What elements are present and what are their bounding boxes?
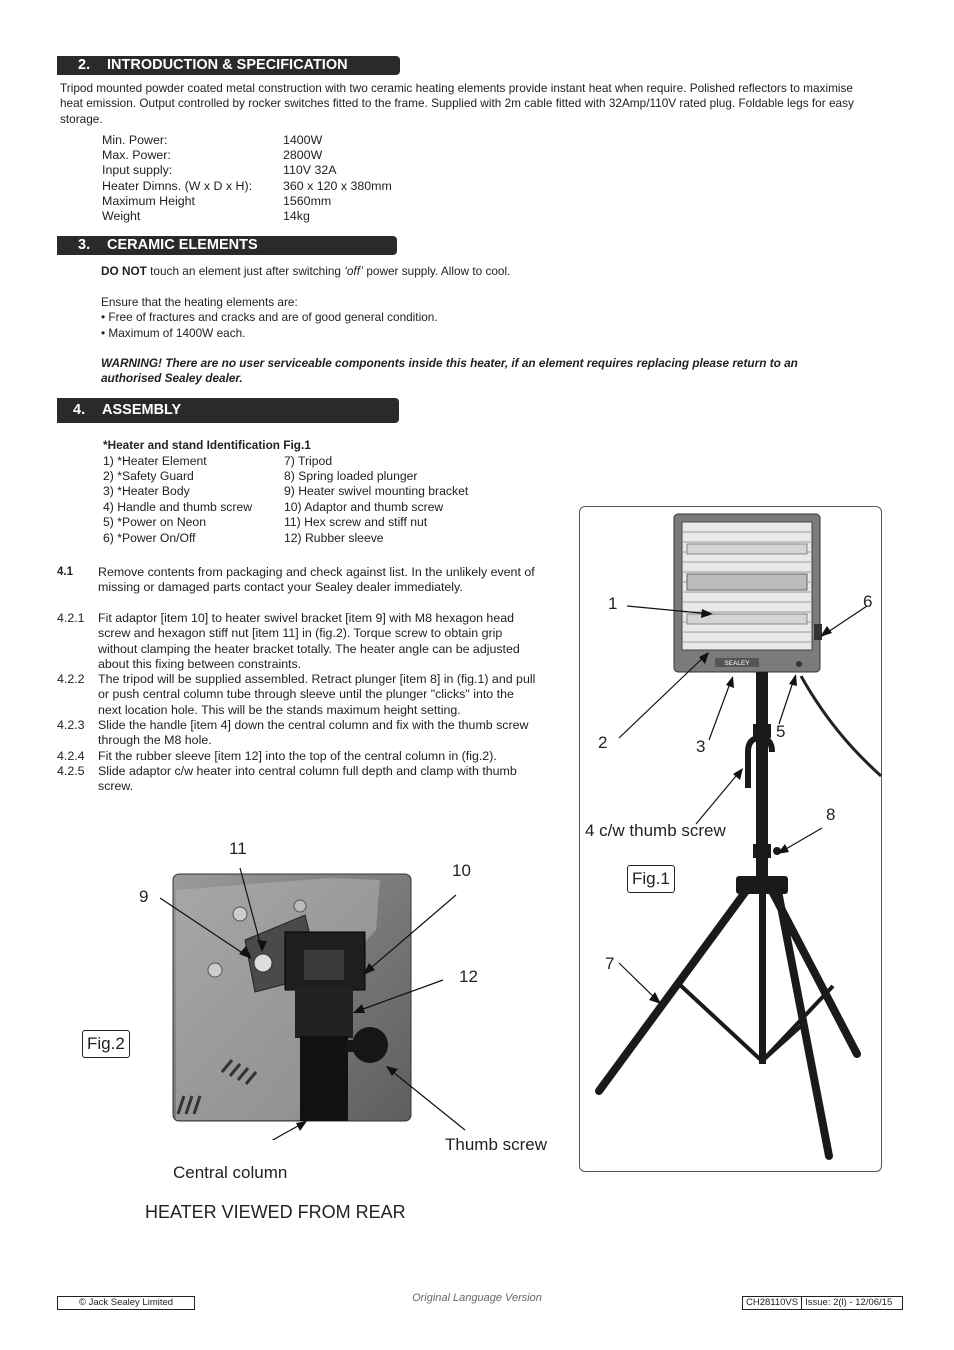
donot-text: power supply. Allow to cool. (363, 264, 511, 278)
ident-left: 5) *Power on Neon (103, 515, 206, 529)
ident-left: 3) *Heater Body (103, 484, 190, 498)
section-header-intro (57, 56, 400, 75)
warning-line: WARNING! There are no user serviceable components inside this heater, if an element requires replacing please return to an (101, 356, 798, 370)
intro-line: heat emission. Output controlled by rocker switches fitted to the frame. Supplied with 2m cable fitted with 32Amp/110V rated plug. Foldable legs for easy (60, 96, 854, 111)
ceramic-donot (101, 264, 510, 279)
footer-center: Original Language Version (412, 1292, 542, 1304)
step-line: about this fixing between constraints. (98, 657, 302, 672)
spec-row (102, 133, 323, 148)
section-title: CERAMIC ELEMENTS (107, 237, 258, 253)
fig1-callout-5: 5 (776, 722, 786, 741)
fig2-callout-10: 10 (452, 861, 471, 880)
bolt (233, 907, 247, 921)
ident-left: 1) *Heater Element (103, 454, 207, 468)
step-number: 4.2.4 (57, 749, 85, 763)
plunger-collar (753, 844, 771, 858)
step-line: The tripod will be supplied assembled. Retract plunger [item 8] in (fig.1) and pull (98, 672, 536, 686)
section-number: 4. (73, 402, 86, 418)
spec-value: 1560mm (283, 194, 332, 208)
section-title: ASSEMBLY (102, 402, 182, 418)
spec-value: 1400W (283, 133, 323, 147)
adaptor-socket (304, 950, 344, 980)
fig1-callout-7: 7 (605, 954, 615, 973)
ident-row (103, 531, 384, 545)
section-header-ceramic (57, 236, 397, 255)
rubber-sleeve (295, 988, 353, 1038)
power-neon (796, 661, 802, 667)
ensure-item: • Maximum of 1400W each. (101, 325, 246, 340)
power-cable (801, 676, 881, 776)
ident-right: 8) Spring loaded plunger (284, 469, 418, 483)
step-number: 4.2.3 (57, 718, 85, 732)
spec-label: Input supply: (102, 163, 173, 177)
ident-left: 4) Handle and thumb screw (103, 500, 253, 514)
ident-right: 10) Adaptor and thumb screw (284, 500, 444, 514)
spec-label: Max. Power: (102, 148, 171, 162)
assembly-step (57, 672, 567, 718)
spec-label: Heater Dimns. (W x D x H): (102, 179, 253, 193)
fig2-callout-central: Central column (173, 1163, 288, 1182)
ceramic-warning (101, 356, 798, 387)
fig1-callout-3: 3 (696, 737, 706, 756)
column-lower (759, 894, 766, 1064)
step-line: Fit adaptor [item 10] to heater swivel bracket [item 9] with M8 hexagon head (98, 611, 514, 625)
ident-row (103, 500, 444, 514)
spec-row (102, 163, 337, 178)
ident-left: 6) *Power On/Off (103, 531, 196, 545)
spec-value: 2800W (283, 148, 323, 162)
step-number: 4.1 (57, 566, 73, 578)
step-line: or push central column tube through sleeve until the plunger "clicks" into the (98, 687, 514, 702)
bolt (294, 900, 306, 912)
ident-row (103, 484, 469, 498)
heater-element-bar (687, 574, 807, 590)
assembly-step (57, 764, 567, 795)
fig2-drawing (0, 820, 580, 1140)
spec-label: Weight (102, 209, 141, 223)
footer-code-box (742, 1296, 903, 1310)
step-line: next location hole. This will be the stands maximum height setting. (98, 702, 461, 717)
ensure-item: • Free of fractures and cracks and are of good general condition. (101, 310, 438, 325)
spec-value: 360 x 120 x 380mm (283, 179, 392, 193)
spec-row (102, 148, 323, 163)
step-line: Slide adaptor c/w heater into central column full depth and clamp with thumb (98, 764, 517, 778)
section-number: 2. (78, 57, 91, 73)
spec-label: Maximum Height (102, 194, 195, 208)
step-line: through the M8 hole. (98, 733, 212, 748)
fig1-callout-8: 8 (826, 805, 836, 824)
intro-line: storage. (60, 111, 103, 126)
spec-label: Min. Power: (102, 133, 168, 147)
footer-code: CH28110VS (743, 1297, 802, 1309)
step-line: screw. (98, 779, 134, 794)
fig1-callout-2: 2 (598, 733, 608, 752)
bolt (208, 963, 222, 977)
ident-right: 9) Heater swivel mounting bracket (284, 484, 469, 498)
central-column (300, 1036, 348, 1121)
spec-row (102, 209, 310, 224)
ident-title: *Heater and stand Identification Fig.1 (103, 438, 311, 452)
step-line: Slide the handle [item 4] down the central column and fix with the thumb screw (98, 718, 529, 732)
intro-description (60, 81, 900, 127)
fig2-callout-12: 12 (459, 967, 478, 986)
step-line: Remove contents from packaging and check against list. In the unlikely event of (98, 565, 535, 579)
assembly-step (57, 718, 567, 749)
assembly-step (57, 611, 567, 673)
footer-copyright: © Jack Sealey Limited (57, 1296, 195, 1310)
ident-row (103, 515, 428, 529)
fig1-label: Fig.1 (627, 865, 675, 893)
spec-row (102, 194, 332, 209)
fig2-callout-11: 11 (229, 839, 247, 858)
donot-text: touch an element just after switching (146, 264, 345, 278)
ident-right: 11) Hex screw and stiff nut (284, 515, 428, 529)
fig1-callout-1: 1 (608, 594, 618, 613)
thumb-screw-shaft (345, 1040, 365, 1052)
step-number: 4.2.2 (57, 672, 85, 686)
tripod-legs (599, 891, 857, 1156)
heater-element-bar (687, 544, 807, 554)
fig1-callout-6: 6 (863, 592, 873, 611)
warning-line: authorised Sealey dealer. (101, 371, 243, 386)
section-header-assembly (57, 398, 399, 423)
spec-row (102, 179, 392, 194)
handle-clamp (753, 724, 771, 738)
power-switch (814, 624, 822, 640)
fig2-caption: HEATER VIEWED FROM REAR (145, 1202, 406, 1222)
fig1-callout-4: 4 c/w thumb screw (585, 821, 726, 840)
ident-right: 12) Rubber sleeve (284, 531, 384, 545)
ceramic-ensure (101, 295, 438, 341)
step-line: Fit the rubber sleeve [item 12] into the top of the central column in (fig.2). (98, 749, 497, 763)
step-number: 4.2.5 (57, 764, 85, 778)
assembly-step (57, 749, 567, 764)
fig2-callout-9: 9 (139, 887, 149, 906)
donot-bold: DO NOT (101, 264, 147, 278)
section-title: INTRODUCTION & SPECIFICATION (107, 57, 348, 73)
fig2-label: Fig.2 (82, 1030, 130, 1058)
step-number: 4.2.1 (57, 611, 85, 625)
spec-value: 110V 32A (283, 163, 337, 177)
fig2-callout-thumb: Thumb screw (445, 1135, 548, 1154)
donot-off: ‘off’ (344, 264, 364, 278)
ident-left: 2) *Safety Guard (103, 469, 194, 483)
brand-text: SEALEY (724, 660, 750, 667)
ident-row (103, 454, 333, 468)
spec-value: 14kg (283, 209, 310, 223)
step-line: without clamping the heater bracket totally. The heater angle can be adjusted (98, 641, 520, 656)
section-number: 3. (78, 237, 91, 253)
hex-screw (254, 954, 272, 972)
intro-line: Tripod mounted powder coated metal construction with two ceramic heating elements provide instant heat when require. Polished reflectors to maximise (60, 81, 853, 95)
step-line: screw and hexagon stiff nut [item 11] in (fig.2). Torque screw to obtain grip (98, 626, 503, 641)
ident-right: 7) Tripod (284, 454, 333, 468)
step-line: missing or damaged parts contact your Sealey dealer immediately. (98, 580, 463, 595)
assembly-step (57, 565, 567, 596)
footer-issue: Issue: 2(l) - 12/06/15 (805, 1297, 893, 1308)
ensure-intro: Ensure that the heating elements are: (101, 295, 298, 309)
ident-row (103, 469, 418, 483)
